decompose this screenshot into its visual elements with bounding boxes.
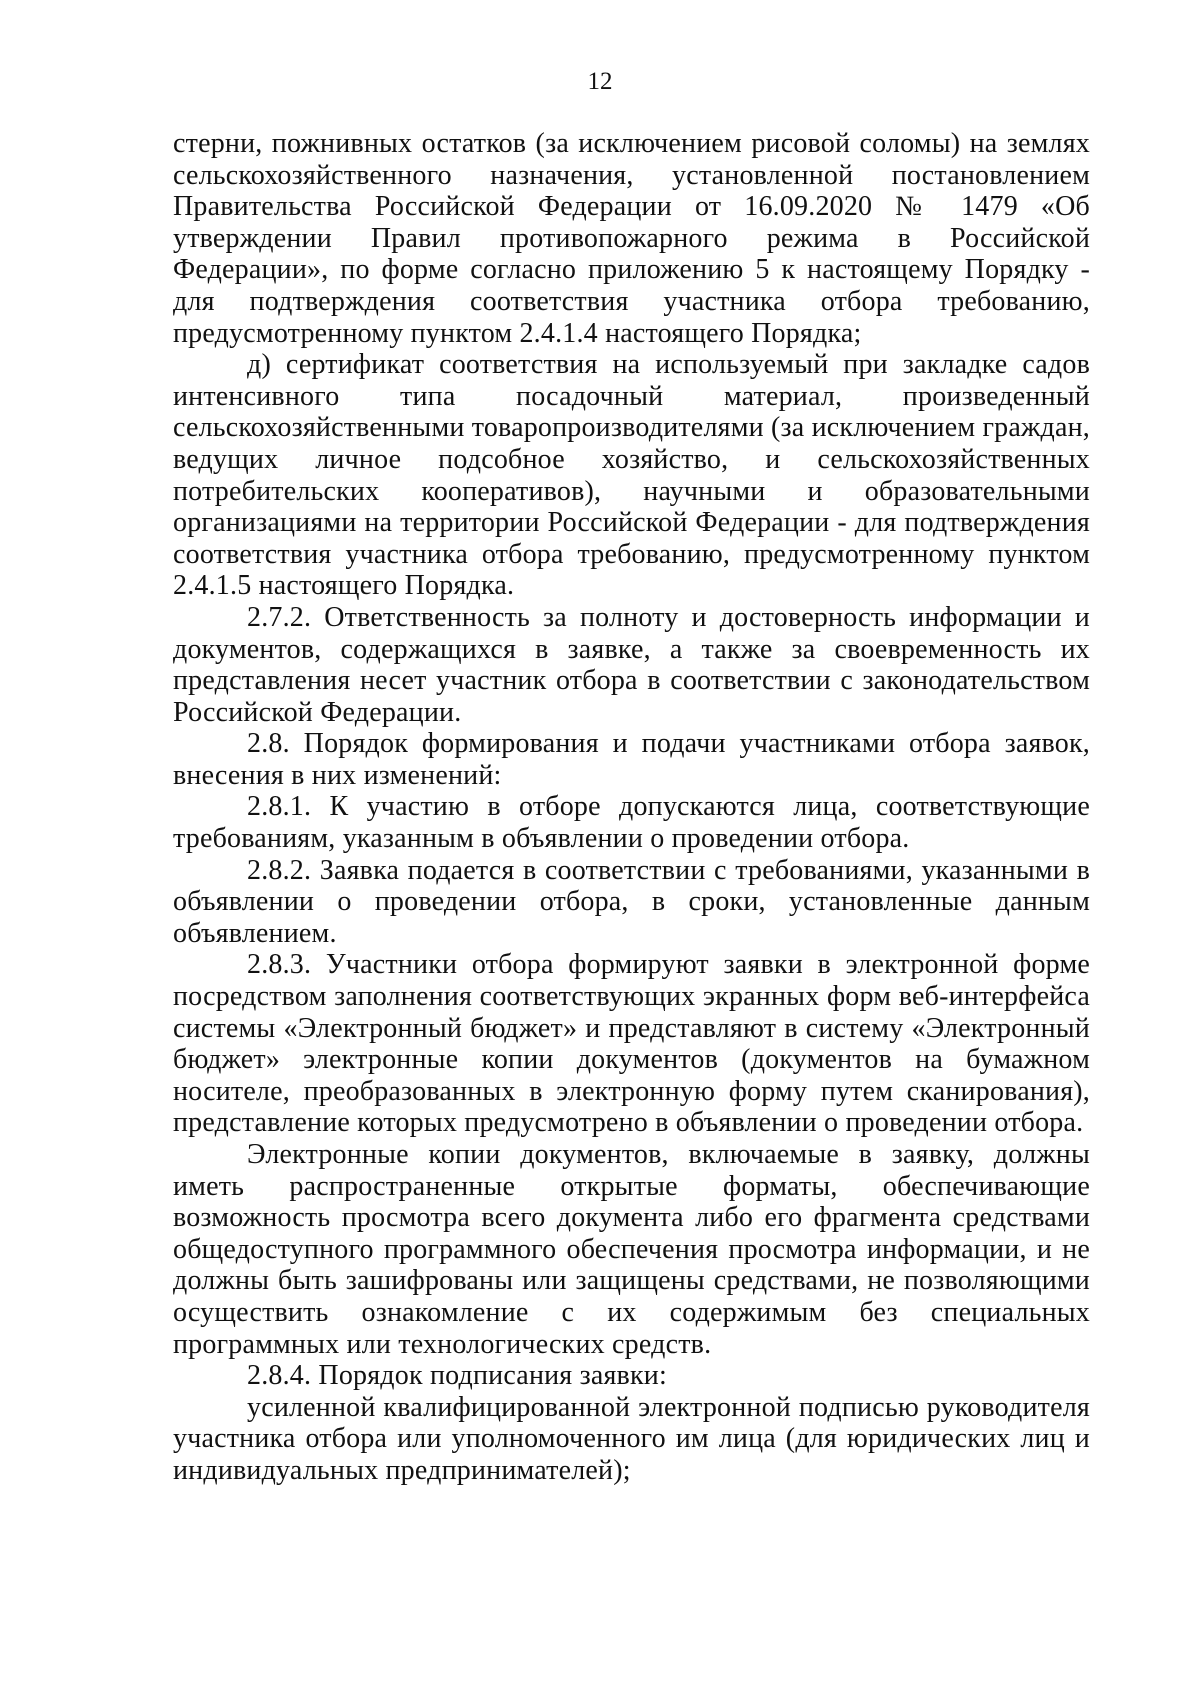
- paragraph-signature-requirement: усиленной квалифицированной электронной подписью руководителя участника отбора или уполномоченного им лица (для юридических лиц и индивидуальных предпринимателей);: [173, 1391, 1090, 1486]
- document-body: [173, 128, 1090, 1487]
- paragraph-2-8-1: 2.8.1. К участию в отборе допускаются лица, соответствующие требованиям, указанным в объявлении о проведении отбора.: [173, 791, 1090, 855]
- page-number: 12: [587, 68, 613, 95]
- paragraph-2-8-3: 2.8.3. Участники отбора формируют заявки в электронной форме посредством заполнения соответствующих экранных форм веб-интерфейса системы «Электронный бюджет» и представляют в систему «Электронный бюджет» электронные копии документов (документов на бумажном носителе, преобразованных в электронную форму путем сканирования), представление которых предусмотрено в объявлении о проведении отбора.: [173, 949, 1090, 1139]
- paragraph-item-d: д) сертификат соответствия на используемый при закладке садов интенсивного типа посадочный материал, произведенный сельскохозяйственными товаропроизводителями (за исключением граждан, ведущих личное подсобное хозяйство, и сельскохозяйственных потребительских кооперативов), научными и образовательными организациями на территории Российской Федерации - для подтверждения соответствия участника отбора требованию, предусмотренному пунктом 2.4.1.5 настоящего Порядка.: [173, 349, 1090, 602]
- paragraph-electronic-copies: Электронные копии документов, включаемые в заявку, должны иметь распространенные открытые форматы, обеспечивающие возможность просмотра всего документа либо его фрагмента средствами общедоступного программного обеспечения просмотра информации, и не должны быть зашифрованы или защищены средствами, не позволяющими осуществить ознакомление с их содержимым без специальных программных или технологических средств.: [173, 1139, 1090, 1360]
- paragraph-2-8-2: 2.8.2. Заявка подается в соответствии с требованиями, указанными в объявлении о проведении отбора, в сроки, установленные данным объявлением.: [173, 854, 1090, 949]
- paragraph-2-8: 2.8. Порядок формирования и подачи участниками отбора заявок, внесения в них изменений:: [173, 728, 1090, 791]
- paragraph-2-8-4: 2.8.4. Порядок подписания заявки:: [247, 1360, 667, 1392]
- paragraph-2-7-2: 2.7.2. Ответственность за полноту и достоверность информации и документов, содержащихся в заявке, а также за своевременность их представления несет участник отбора в соответствии с законодательством Российской Федерации.: [173, 601, 1090, 728]
- paragraph-continuation: стерни, пожнивных остатков (за исключением рисовой соломы) на землях сельскохозяйственного назначения, установленной постановлением Правительства Российской Федерации от 16.09.2020 № 1479 «Об утверждении Правил противопожарного режима в Российской Федерации», по форме согласно приложению 5 к настоящему Порядку - для подтверждения соответствия участника отбора требованию, предусмотренному пунктом 2.4.1.4 настоящего Порядка;: [173, 128, 1090, 349]
